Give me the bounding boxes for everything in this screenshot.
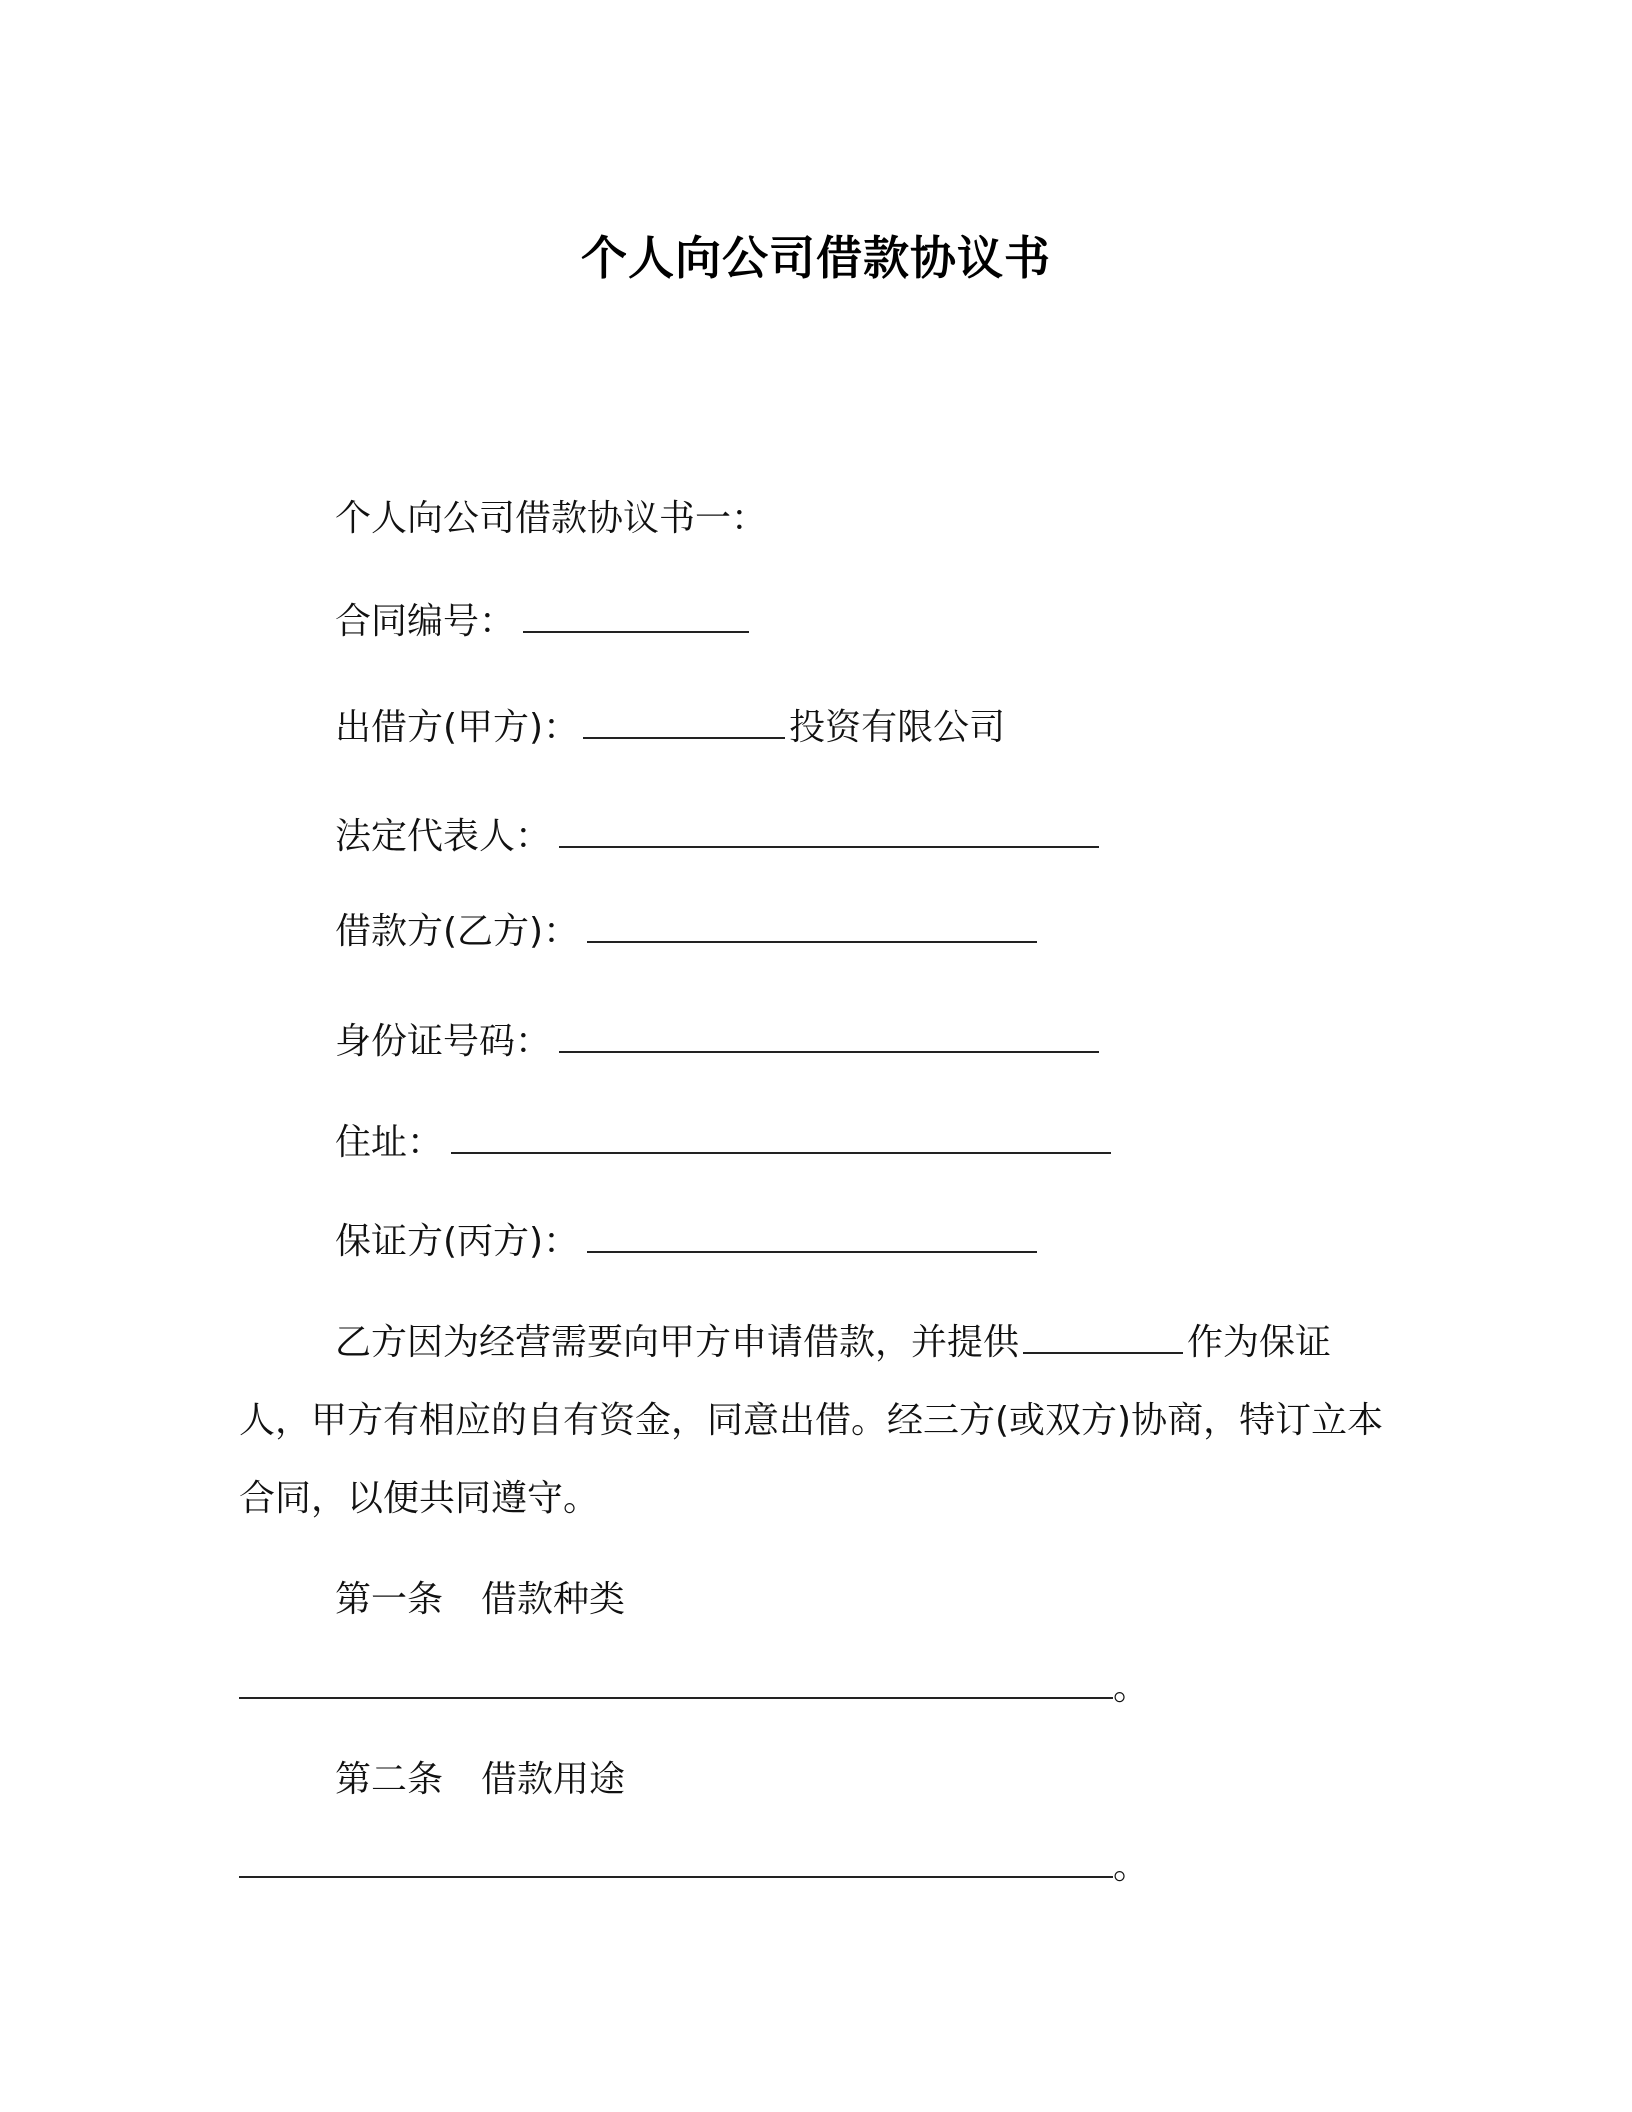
intro-part2: 作为保证人，甲方有相应的自有资金，同意出借。经三方(或双方)协商，特订立本合同，以便共同遵守。: [239, 1322, 1384, 1519]
lender-suffix: 投资有限公司: [789, 707, 1006, 748]
guarantor-label: 保证方(丙方)：: [335, 1221, 580, 1262]
field-id-number: [335, 1018, 1099, 1066]
lender-blank: [583, 707, 785, 739]
contract-no-blank: [523, 601, 749, 633]
legal-rep-label: 法定代表人：: [335, 816, 552, 857]
field-lender: [335, 704, 1005, 752]
lender-label: 出借方(甲方)：: [335, 707, 580, 748]
legal-rep-blank: [559, 816, 1099, 848]
document-title: 个人向公司借款协议书: [581, 231, 1051, 285]
id-number-blank: [559, 1021, 1099, 1053]
field-contract-no: [335, 598, 749, 646]
article-1-heading: [335, 1576, 625, 1624]
document-subtitle: 个人向公司借款协议书一：: [335, 498, 768, 539]
contract-no-label: 合同编号：: [335, 601, 516, 642]
borrower-blank: [587, 911, 1037, 943]
field-address: [335, 1119, 1111, 1167]
intro-paragraph: [239, 1304, 1399, 1538]
article-2-number: 第二条: [335, 1759, 444, 1800]
address-label: 住址：: [335, 1122, 444, 1163]
article-2-end-mark: 。: [1113, 1846, 1150, 1887]
article-1-blank-line: [239, 1664, 1149, 1712]
id-number-label: 身份证号码：: [335, 1021, 552, 1062]
article-1-number: 第一条: [335, 1579, 444, 1620]
guarantor-inline-blank: [1023, 1322, 1183, 1354]
article-2-heading: [335, 1756, 625, 1804]
intro-part1: 乙方因为经营需要向甲方申请借款，并提供: [335, 1322, 1020, 1363]
field-guarantor: [335, 1218, 1037, 1266]
article-1-title: 借款种类: [481, 1579, 626, 1620]
field-borrower: [335, 908, 1037, 956]
article-2-blank: [239, 1846, 1113, 1878]
field-legal-rep: [335, 813, 1099, 861]
address-blank: [451, 1122, 1111, 1154]
guarantor-blank: [587, 1221, 1037, 1253]
article-2-title: 借款用途: [481, 1759, 626, 1800]
article-1-end-mark: 。: [1113, 1667, 1150, 1708]
borrower-label: 借款方(乙方)：: [335, 911, 580, 952]
article-1-blank: [239, 1667, 1113, 1699]
article-2-blank-line: [239, 1843, 1149, 1891]
